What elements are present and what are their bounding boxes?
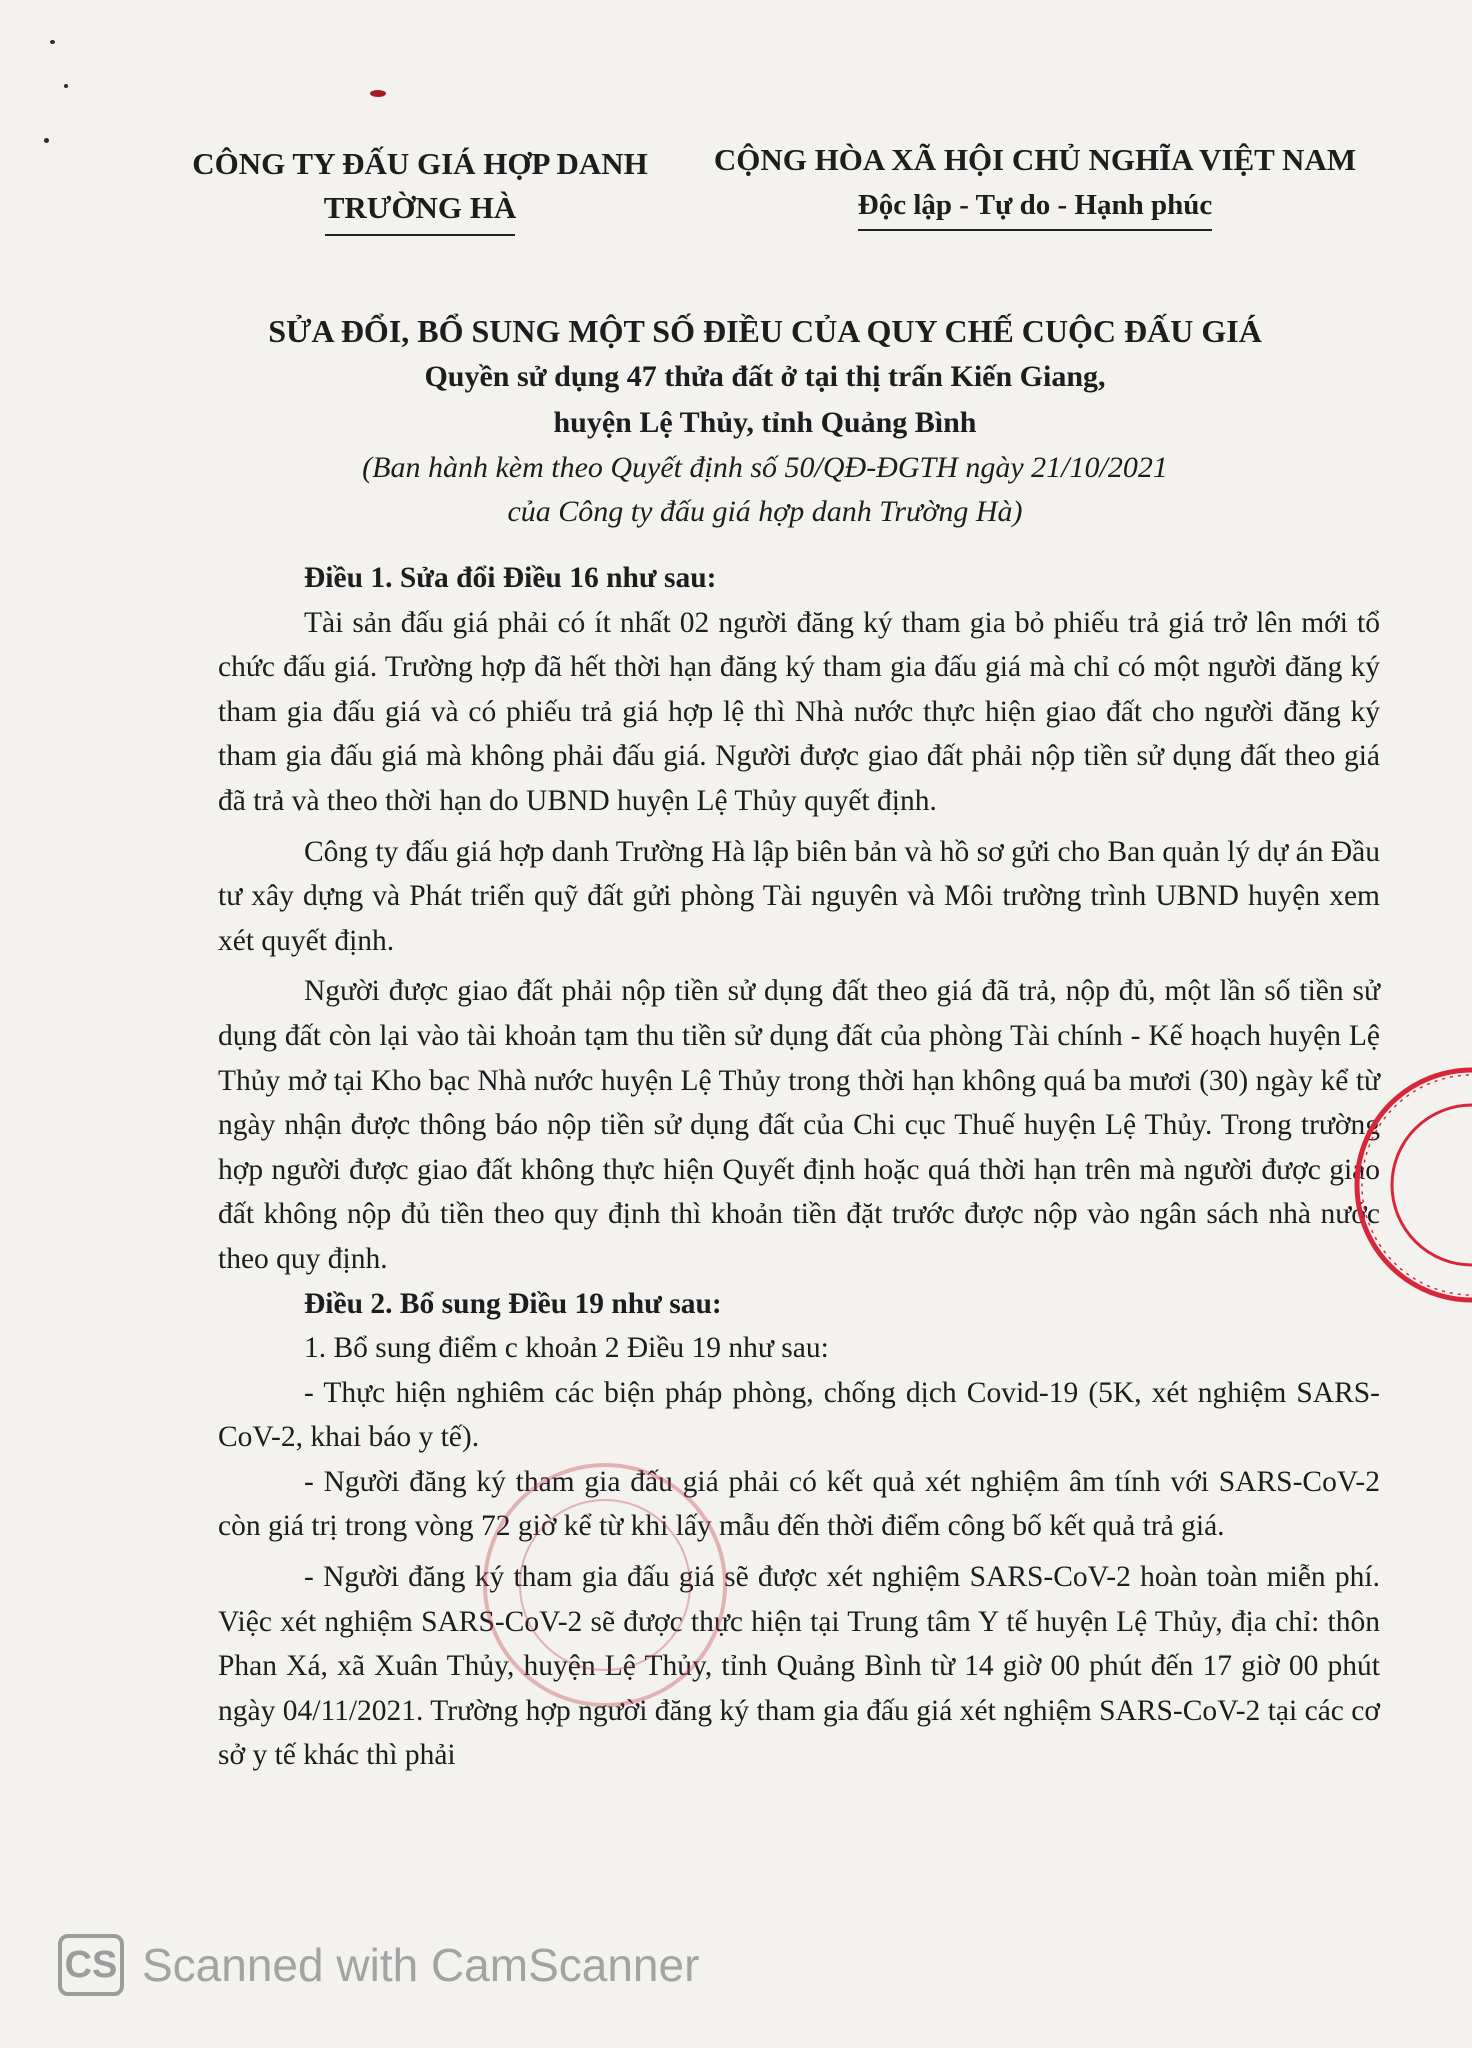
article-2-item-1: 1. Bổ sung điểm c khoản 2 Điều 19 như sau: [304, 1332, 829, 1365]
article-2-bullet-3: - Người đăng ký tham gia đấu giá sẽ được xét nghiệm SARS-CoV-2 hoàn toàn miễn phí. Việc xét nghiệm SARS-CoV-2 sẽ được thực hiện tại Trung tâm Y tế huyện Lệ Thủy, địa chỉ: thôn Phan Xá, xã Xuân Thủy, huyện Lệ Thủy, tỉnh Quảng Bình từ 14 giờ 00 phút đến 17 giờ 00 phút ngày 04/11/2021. Trường hợp người đăng ký tham gia đấu giá xét nghiệm SARS-CoV-2 tại các cơ sở y tế khác thì phải [218, 1561, 1380, 1772]
scan-speck [64, 84, 68, 88]
ink-mark [370, 90, 386, 97]
article-2-bullet-2: - Người đăng ký tham gia đấu giá phải có kết quả xét nghiệm âm tính với SARS-CoV-2 còn giá trị trong vòng 72 giờ kể từ khi lấy mẫu đến thời điểm công bố kết quả trả giá. [218, 1465, 1380, 1543]
issuance-note-line1: (Ban hành kèm theo Quyết định số 50/QĐ-ĐGTH ngày 21/10/2021 [362, 451, 1168, 484]
scan-speck [50, 40, 55, 44]
article-1-paragraph-3: Người được giao đất phải nộp tiền sử dụng đất theo giá đã trả, nộp đủ, một lần số tiền sử dụng đất còn lại vào tài khoản tạm thu tiền sử dụng đất của phòng Tài chính - Kế hoạch huyện Lệ Thủy mở tại Kho bạc Nhà nước huyện Lệ Thủy trong thời hạn không quá ba mươi (30) ngày kể từ ngày nhận được thông báo nộp tiền sử dụng đất của Chi cục Thuế huyện Lệ Thủy. Trong trường hợp người được giao đất không thực hiện Quyết định hoặc quá thời hạn trên mà người được giao đất không nộp đủ tiền theo quy định thì khoản tiền đặt trước được nộp vào ngân sách nhà nước theo quy định. [218, 975, 1380, 1275]
national-header [690, 138, 1380, 231]
article-1-heading: Điều 1. Sửa đổi Điều 16 như sau: [304, 562, 717, 594]
scan-speck [44, 138, 49, 143]
issuer-name-line1: CÔNG TY ĐẤU GIÁ HỢP DANH [192, 146, 648, 181]
issuance-note-line2: của Công ty đấu giá hợp danh Trường Hà) [507, 495, 1023, 528]
document-subtitle-line2: huyện Lệ Thủy, tỉnh Quảng Bình [553, 406, 977, 439]
article-1-paragraph-1: Tài sản đấu giá phải có ít nhất 02 người đăng ký tham gia bỏ phiếu trả giá trở lên mới tổ chức đấu giá. Trường hợp đã hết thời hạn đăng ký tham gia đấu giá mà chỉ có một người đăng ký tham gia đấu giá và có phiếu trả giá hợp lệ thì Nhà nước thực hiện giao đất cho người đăng ký tham gia đấu giá mà không phải đấu giá. Người được giao đất phải nộp tiền sử dụng đất theo giá đã trả và theo thời hạn do UBND huyện Lệ Thủy quyết định. [218, 606, 1380, 817]
document-subtitle-line1: Quyền sử dụng 47 thửa đất ở tại thị trấn Kiến Giang, [424, 360, 1106, 393]
national-name: CỘNG HÒA XÃ HỘI CHỦ NGHĨA VIỆT NAM [713, 142, 1357, 177]
article-1-paragraph-2: Công ty đấu giá hợp danh Trường Hà lập biên bản và hồ sơ gửi cho Ban quản lý dự án Đầu tư xây dựng và Phát triển quỹ đất gửi phòng Tài nguyên và Môi trường trình UBND huyện xem xét quyết định. [218, 835, 1380, 957]
camscanner-watermark-text: Scanned with CamScanner [142, 1939, 700, 1991]
document-title: SỬA ĐỔI, BỔ SUNG MỘT SỐ ĐIỀU CỦA QUY CHẾ CUỘC ĐẤU GIÁ [268, 313, 1262, 349]
issuer-header [170, 142, 670, 236]
issuer-underline [325, 234, 515, 236]
camscanner-watermark [58, 1930, 699, 2000]
article-2-heading: Điều 2. Bổ sung Điều 19 như sau: [304, 1287, 722, 1320]
issuer-name-line2: TRƯỜNG HÀ [323, 190, 517, 225]
document-title-block [200, 308, 1330, 534]
article-2-bullet-1: - Thực hiện nghiêm các biện pháp phòng, chống dịch Covid-19 (5K, xét nghiệm SARS-CoV-2, khai báo y tế). [218, 1376, 1380, 1454]
company-seal [1322, 1055, 1472, 1315]
document-body [218, 556, 1380, 1778]
faint-seal-impression [470, 1440, 740, 1730]
camscanner-logo-icon: CS [58, 1934, 124, 1996]
national-motto: Độc lập - Tự do - Hạnh phúc [858, 183, 1213, 231]
